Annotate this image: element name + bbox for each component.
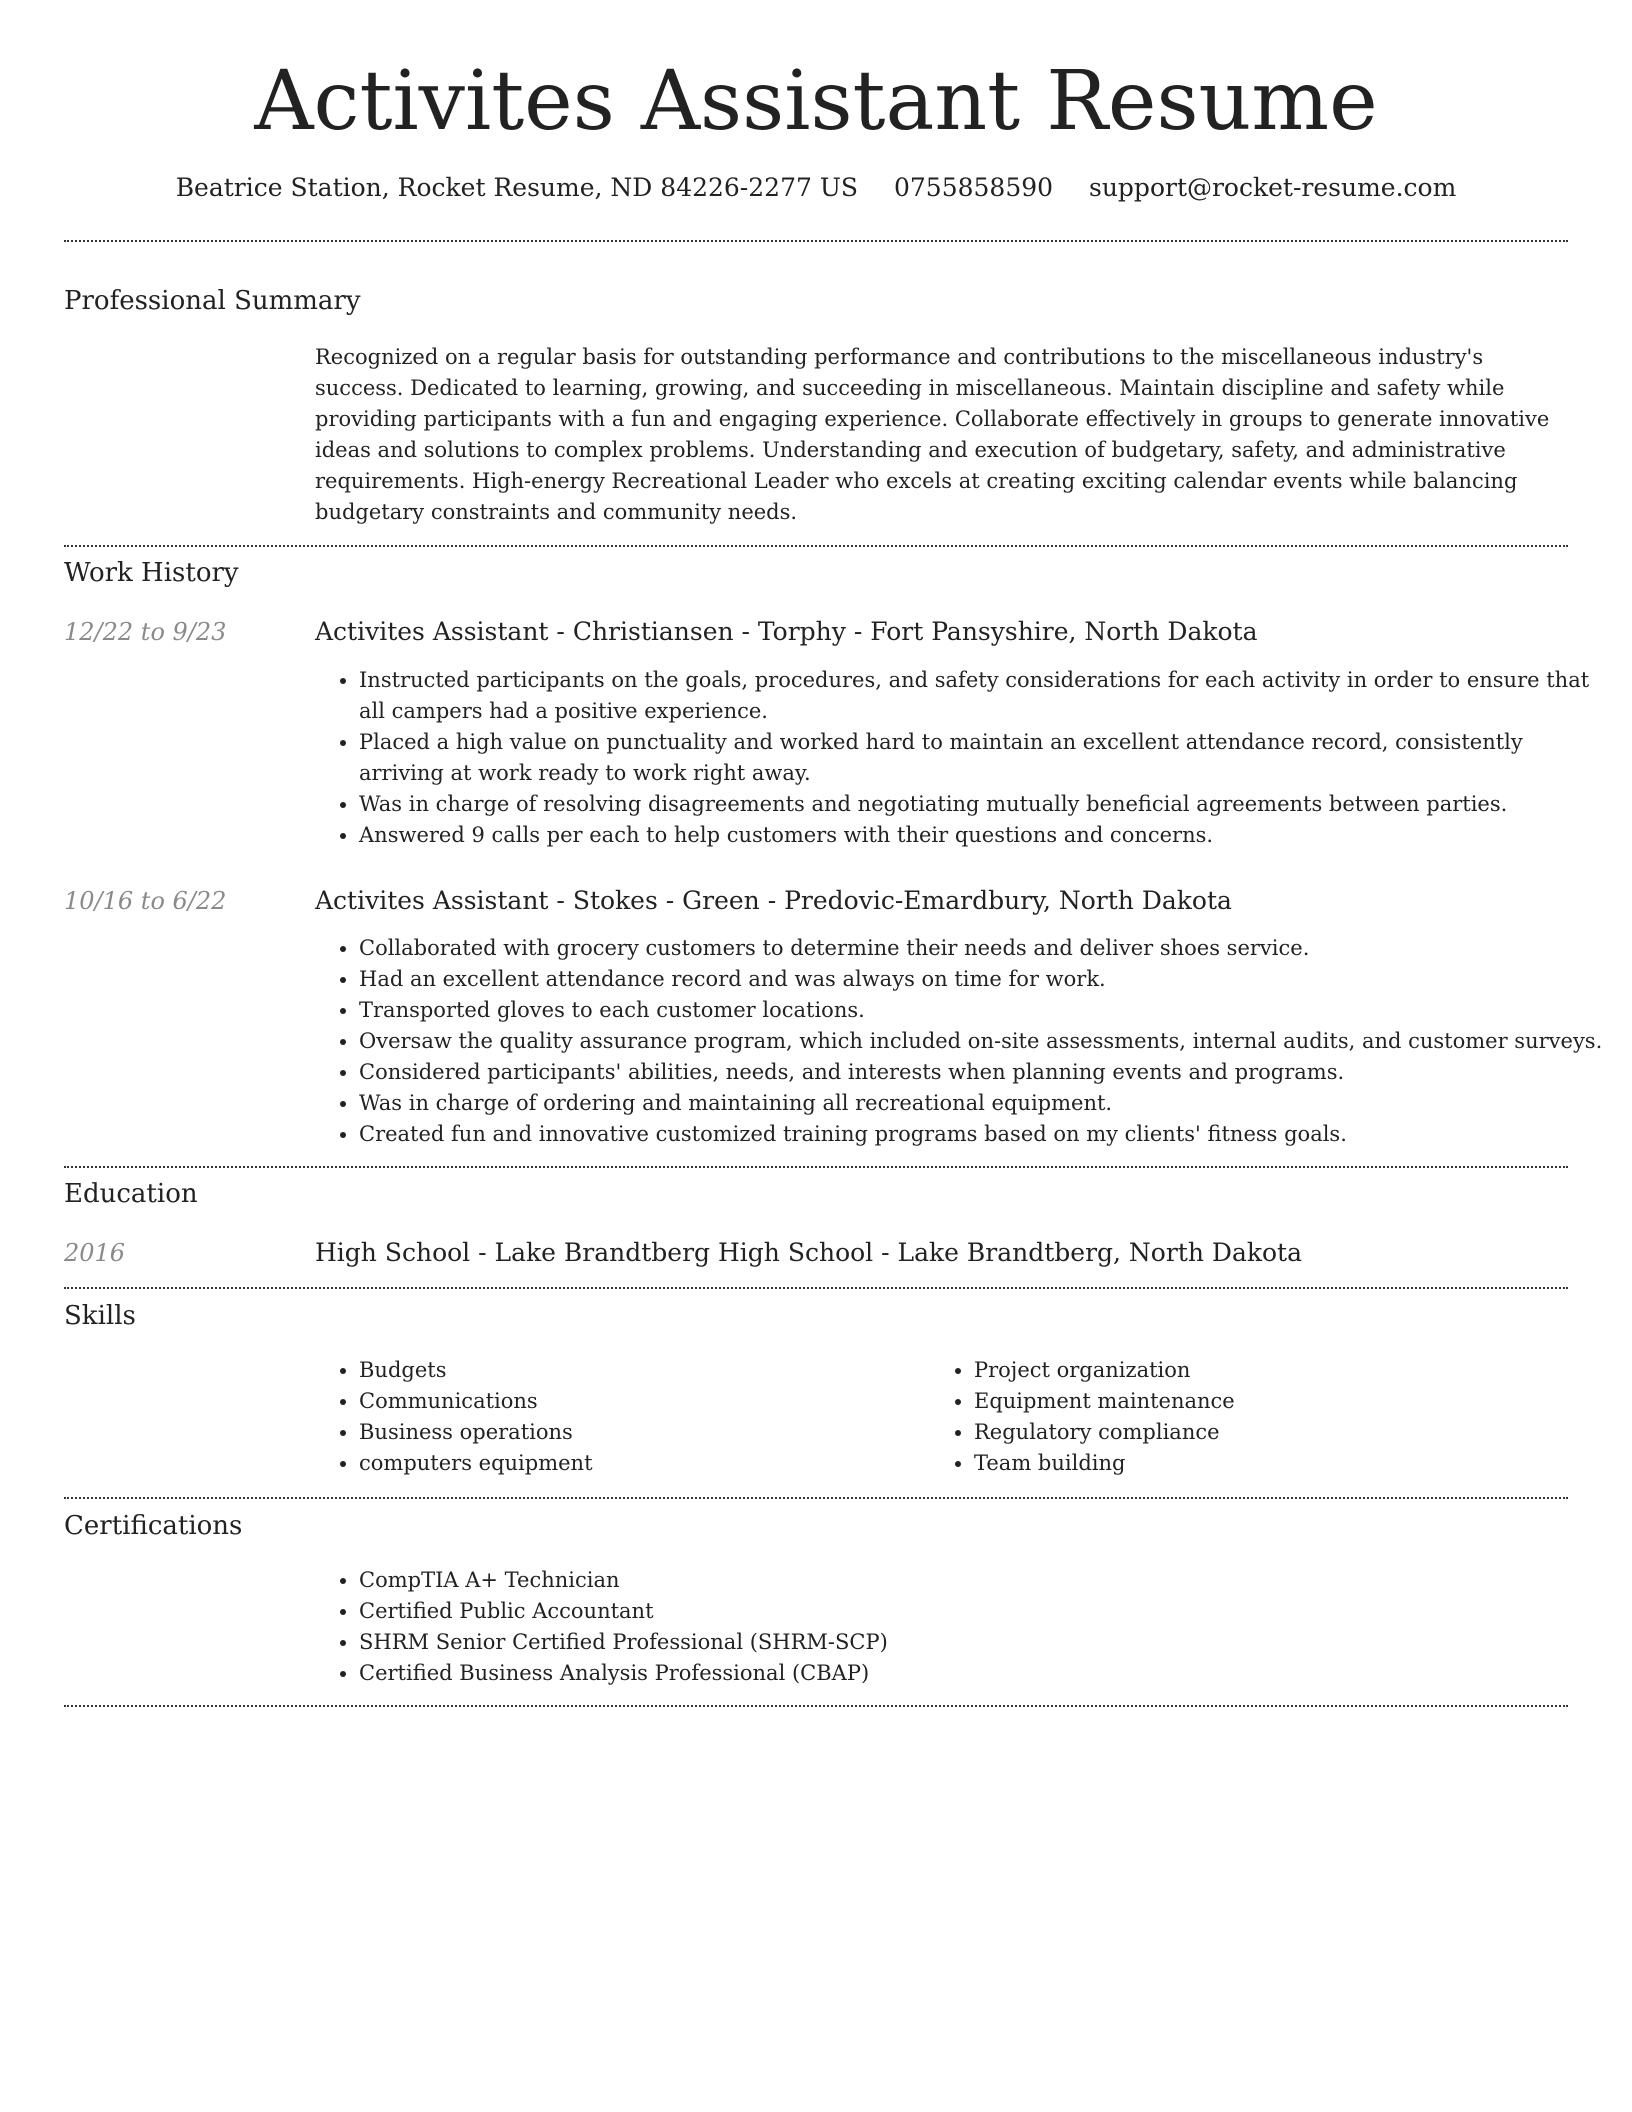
list-item: • Instructed participants on the goals, procedures, and safety considerations for each activity in order to ensure that all campers had a positive experience. bbox=[359, 665, 1611, 727]
skill-item: • Communications bbox=[359, 1386, 919, 1417]
skills-list-left bbox=[315, 1355, 919, 1479]
certifications-heading: Certifications bbox=[64, 1511, 243, 1541]
list-item: • Oversaw the quality assurance program, which included on-site assessments, internal audits, and customer surveys. bbox=[359, 1026, 1611, 1057]
certifications-list bbox=[315, 1565, 1611, 1689]
education-degree: High School - Lake Brandtberg High School - Lake Brandtberg, North Dakota bbox=[315, 1238, 1302, 1267]
job-bullets bbox=[315, 933, 1611, 1150]
education-year: 2016 bbox=[64, 1239, 126, 1267]
skill-item: • Team building bbox=[974, 1448, 1574, 1479]
list-item: • Was in charge of resolving disagreements and negotiating mutually beneficial agreements between parties. bbox=[359, 789, 1611, 820]
divider bbox=[64, 545, 1568, 547]
resume-title: Activites Assistant Resume bbox=[254, 54, 1378, 149]
skills-list-right bbox=[930, 1355, 1574, 1479]
list-item: • Collaborated with grocery customers to determine their needs and deliver shoes service. bbox=[359, 933, 1611, 964]
list-item: • Transported gloves to each customer locations. bbox=[359, 995, 1611, 1026]
divider bbox=[64, 1497, 1568, 1499]
certification-item: • Certified Public Accountant bbox=[359, 1596, 1611, 1627]
list-item: • Had an excellent attendance record and was always on time for work. bbox=[359, 964, 1611, 995]
job-bullets bbox=[315, 665, 1611, 851]
divider bbox=[64, 240, 1568, 242]
skill-item: • Business operations bbox=[359, 1417, 919, 1448]
contact-phone: 0755858590 bbox=[893, 173, 1054, 202]
divider bbox=[64, 1287, 1568, 1289]
list-item: • Was in charge of ordering and maintaining all recreational equipment. bbox=[359, 1088, 1611, 1119]
certification-item: • CompTIA A+ Technician bbox=[359, 1565, 1611, 1596]
contact-address: Beatrice Station, Rocket Resume, ND 84226-2277 US bbox=[175, 173, 859, 202]
job-title: Activites Assistant - Stokes - Green - Predovic-Emardbury, North Dakota bbox=[315, 886, 1232, 915]
certification-item: • SHRM Senior Certified Professional (SHRM-SCP) bbox=[359, 1627, 1611, 1658]
contact-email: support@rocket-resume.com bbox=[1089, 173, 1457, 202]
job-dates: 12/22 to 9/23 bbox=[64, 618, 227, 646]
skills-heading: Skills bbox=[64, 1301, 136, 1331]
job-title: Activites Assistant - Christiansen - Torphy - Fort Pansyshire, North Dakota bbox=[315, 617, 1258, 646]
certification-item: • Certified Business Analysis Professional (CBAP) bbox=[359, 1658, 1611, 1689]
education-heading: Education bbox=[64, 1179, 198, 1209]
list-item: • Considered participants' abilities, needs, and interests when planning events and programs. bbox=[359, 1057, 1611, 1088]
list-item: • Placed a high value on punctuality and worked hard to maintain an excellent attendance record, consistently arriving at work ready to work right away. bbox=[359, 727, 1611, 789]
contact-line bbox=[0, 170, 1632, 206]
list-item: • Created fun and innovative customized training programs based on my clients' fitness goals. bbox=[359, 1119, 1611, 1150]
divider bbox=[64, 1705, 1568, 1707]
skill-item: • Budgets bbox=[359, 1355, 919, 1386]
skill-item: • Equipment maintenance bbox=[974, 1386, 1574, 1417]
skill-item: • computers equipment bbox=[359, 1448, 919, 1479]
list-item: • Answered 9 calls per each to help customers with their questions and concerns. bbox=[359, 820, 1611, 851]
summary-heading: Professional Summary bbox=[64, 286, 361, 316]
skill-item: • Project organization bbox=[974, 1355, 1574, 1386]
summary-text: Recognized on a regular basis for outstanding performance and contributions to the miscellaneous industry's success. Dedicated to learning, growing, and succeeding in miscellaneous. Maintain discipline and safety while providing participants with a fun and engaging experience. Collaborate effectively in groups to generate innovative ideas and solutions to complex problems. Understanding and execution of budgetary, safety, and administrative requirements. High-energy Recreational Leader who excels at creating exciting calendar events while balancing budgetary constraints and community needs. bbox=[315, 345, 1550, 524]
work-history-heading: Work History bbox=[64, 558, 239, 588]
job-dates: 10/16 to 6/22 bbox=[64, 887, 227, 915]
skill-item: • Regulatory compliance bbox=[974, 1417, 1574, 1448]
divider bbox=[64, 1166, 1568, 1168]
